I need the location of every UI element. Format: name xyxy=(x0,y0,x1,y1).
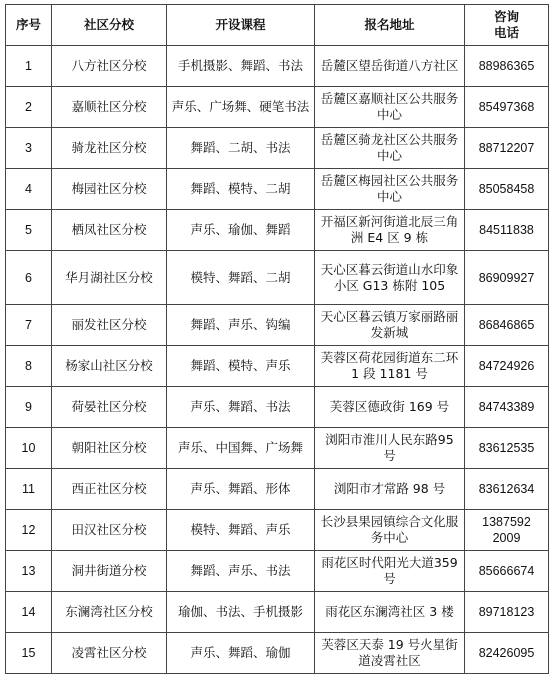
cell-phone: 88986365 xyxy=(465,46,549,87)
cell-branch: 梅园社区分校 xyxy=(52,169,167,210)
table-row xyxy=(6,305,549,346)
header-number: 序号 xyxy=(6,5,52,46)
cell-phone: 84743389 xyxy=(465,387,549,428)
cell-branch: 丽发社区分校 xyxy=(52,305,167,346)
cell-address: 雨花区东澜湾社区 3 楼 xyxy=(315,592,465,633)
cell-courses: 舞蹈、声乐、钩编 xyxy=(167,305,315,346)
cell-branch: 八方社区分校 xyxy=(52,46,167,87)
cell-phone: 86846865 xyxy=(465,305,549,346)
cell-address: 长沙县果园镇综合文化服务中心 xyxy=(315,510,465,551)
cell-phone: 84724926 xyxy=(465,346,549,387)
table-row xyxy=(6,510,549,551)
cell-courses: 舞蹈、模特、二胡 xyxy=(167,169,315,210)
cell-phone: 88712207 xyxy=(465,128,549,169)
cell-number: 2 xyxy=(6,87,52,128)
cell-branch: 荷晏社区分校 xyxy=(52,387,167,428)
header-address: 报名地址 xyxy=(315,5,465,46)
table-row xyxy=(6,633,549,674)
table-row xyxy=(6,46,549,87)
cell-branch: 洞井街道分校 xyxy=(52,551,167,592)
cell-address: 开福区新河街道北辰三角洲 E4 区 9 栋 xyxy=(315,210,465,251)
table-row xyxy=(6,346,549,387)
cell-address: 芙蓉区德政街 169 号 xyxy=(315,387,465,428)
cell-address: 芙蓉区天泰 19 号火星街道凌霄社区 xyxy=(315,633,465,674)
cell-courses: 声乐、广场舞、硬笔书法 xyxy=(167,87,315,128)
cell-number: 10 xyxy=(6,428,52,469)
cell-courses: 模特、舞蹈、二胡 xyxy=(167,251,315,305)
table-body xyxy=(6,46,549,674)
cell-number: 5 xyxy=(6,210,52,251)
table-row xyxy=(6,469,549,510)
community-school-table xyxy=(5,4,549,674)
cell-phone: 85058458 xyxy=(465,169,549,210)
cell-address: 雨花区时代阳光大道359 号 xyxy=(315,551,465,592)
cell-address: 浏阳市淮川人民东路95 号 xyxy=(315,428,465,469)
cell-branch: 西正社区分校 xyxy=(52,469,167,510)
cell-address: 天心区暮云镇万家丽路丽发新城 xyxy=(315,305,465,346)
cell-number: 4 xyxy=(6,169,52,210)
cell-number: 13 xyxy=(6,551,52,592)
cell-phone: 82426095 xyxy=(465,633,549,674)
cell-address: 天心区暮云街道山水印象小区 G13 栋附 105 xyxy=(315,251,465,305)
cell-address: 岳麓区骑龙社区公共服务中心 xyxy=(315,128,465,169)
cell-branch: 杨家山社区分校 xyxy=(52,346,167,387)
cell-phone: 83612535 xyxy=(465,428,549,469)
header-phone: 咨询 电话 xyxy=(465,5,549,46)
table-row xyxy=(6,387,549,428)
cell-number: 14 xyxy=(6,592,52,633)
cell-number: 1 xyxy=(6,46,52,87)
cell-branch: 华月湖社区分校 xyxy=(52,251,167,305)
header-branch: 社区分校 xyxy=(52,5,167,46)
cell-phone: 83612634 xyxy=(465,469,549,510)
cell-branch: 栖凤社区分校 xyxy=(52,210,167,251)
cell-phone: 1387592 2009 xyxy=(465,510,549,551)
cell-branch: 田汉社区分校 xyxy=(52,510,167,551)
table-header-row xyxy=(6,5,549,46)
table-row xyxy=(6,87,549,128)
cell-address: 浏阳市才常路 98 号 xyxy=(315,469,465,510)
table-row xyxy=(6,169,549,210)
cell-address: 岳麓区嘉顺社区公共服务中心 xyxy=(315,87,465,128)
table-row xyxy=(6,210,549,251)
cell-phone: 86909927 xyxy=(465,251,549,305)
cell-courses: 声乐、舞蹈、书法 xyxy=(167,387,315,428)
cell-courses: 手机摄影、舞蹈、书法 xyxy=(167,46,315,87)
cell-phone: 85497368 xyxy=(465,87,549,128)
table-row xyxy=(6,251,549,305)
table-row xyxy=(6,592,549,633)
cell-branch: 东澜湾社区分校 xyxy=(52,592,167,633)
cell-address: 岳麓区望岳街道八方社区 xyxy=(315,46,465,87)
cell-number: 3 xyxy=(6,128,52,169)
table-row xyxy=(6,428,549,469)
cell-courses: 瑜伽、书法、手机摄影 xyxy=(167,592,315,633)
cell-branch: 嘉顺社区分校 xyxy=(52,87,167,128)
cell-number: 7 xyxy=(6,305,52,346)
cell-number: 8 xyxy=(6,346,52,387)
cell-courses: 声乐、舞蹈、瑜伽 xyxy=(167,633,315,674)
cell-address: 岳麓区梅园社区公共服务中心 xyxy=(315,169,465,210)
cell-number: 6 xyxy=(6,251,52,305)
cell-courses: 声乐、瑜伽、舞蹈 xyxy=(167,210,315,251)
cell-phone: 84511838 xyxy=(465,210,549,251)
cell-number: 15 xyxy=(6,633,52,674)
cell-courses: 舞蹈、声乐、书法 xyxy=(167,551,315,592)
table-row xyxy=(6,128,549,169)
cell-address: 芙蓉区荷花园街道东二环 1 段 1181 号 xyxy=(315,346,465,387)
cell-branch: 凌霄社区分校 xyxy=(52,633,167,674)
cell-courses: 模特、舞蹈、声乐 xyxy=(167,510,315,551)
cell-courses: 舞蹈、模特、声乐 xyxy=(167,346,315,387)
table-row xyxy=(6,551,549,592)
cell-number: 12 xyxy=(6,510,52,551)
cell-courses: 舞蹈、二胡、书法 xyxy=(167,128,315,169)
header-courses: 开设课程 xyxy=(167,5,315,46)
cell-branch: 朝阳社区分校 xyxy=(52,428,167,469)
cell-phone: 89718123 xyxy=(465,592,549,633)
cell-courses: 声乐、中国舞、广场舞 xyxy=(167,428,315,469)
cell-branch: 骑龙社区分校 xyxy=(52,128,167,169)
cell-number: 11 xyxy=(6,469,52,510)
cell-courses: 声乐、舞蹈、形体 xyxy=(167,469,315,510)
cell-number: 9 xyxy=(6,387,52,428)
cell-phone: 85666674 xyxy=(465,551,549,592)
